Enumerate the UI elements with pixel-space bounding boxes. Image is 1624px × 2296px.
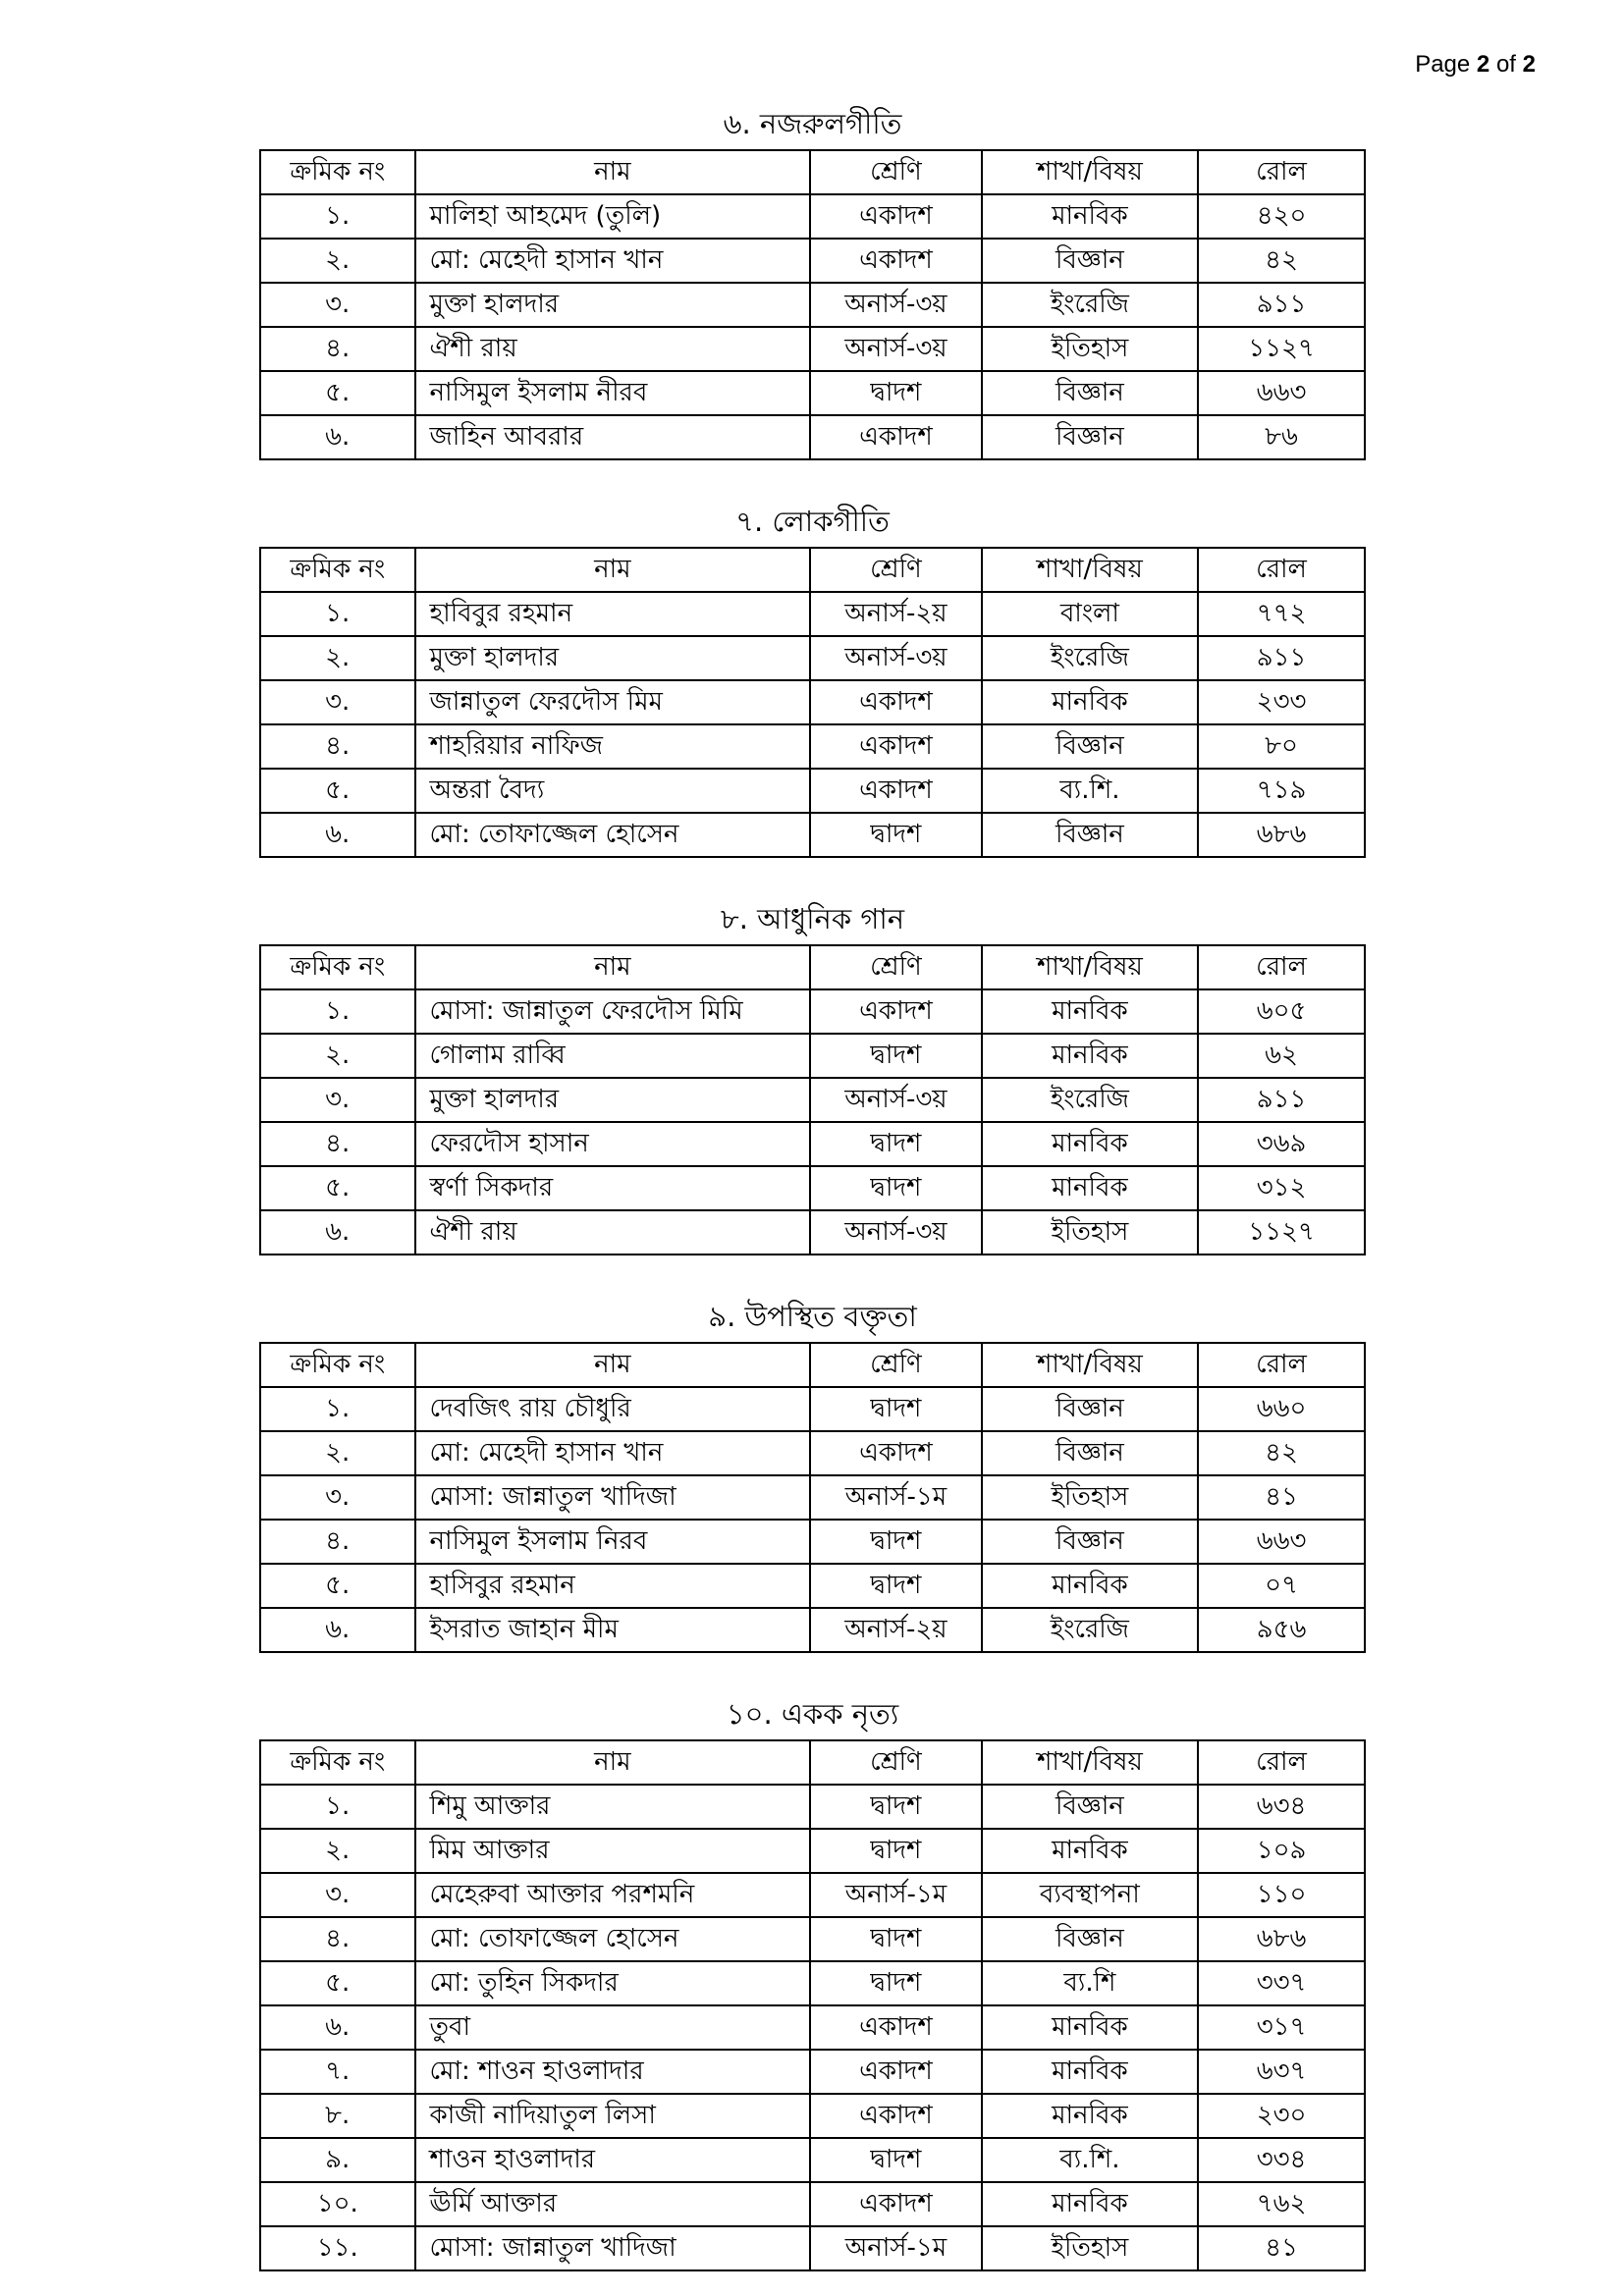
cell-serial: ৪.: [260, 1917, 415, 1961]
column-header-name: নাম: [415, 945, 811, 989]
table-row: [260, 283, 1365, 327]
cell-subject: মানবিক: [982, 1829, 1199, 1873]
cell-name: ঐশী রায়: [415, 1210, 811, 1255]
participants-table: [259, 547, 1366, 858]
column-header-serial-number: ক্রমিক নং: [260, 548, 415, 592]
cell-subject: মানবিক: [982, 989, 1199, 1034]
cell-subject: বিজ্ঞান: [982, 1387, 1199, 1431]
table-header-row: [260, 1343, 1365, 1387]
table-header-row: [260, 945, 1365, 989]
cell-subject: ব্য.শি.: [982, 2138, 1199, 2182]
cell-roll: ৪২: [1198, 1431, 1365, 1475]
column-header-roll: রোল: [1198, 1343, 1365, 1387]
cell-class: একাদশ: [810, 724, 981, 769]
cell-class: দ্বাদশ: [810, 1122, 981, 1166]
cell-name: মোসা: জান্নাতুল ফেরদৌস মিমি: [415, 989, 811, 1034]
column-header-branch-subject: শাখা/বিষয়: [982, 150, 1199, 194]
table-row: [260, 680, 1365, 724]
cell-roll: ৬৮৬: [1198, 1917, 1365, 1961]
cell-serial: ৩.: [260, 1873, 415, 1917]
column-header-serial-number: ক্রমিক নং: [260, 1343, 415, 1387]
cell-roll: ৪১: [1198, 1475, 1365, 1520]
column-header-roll: রোল: [1198, 1740, 1365, 1785]
cell-roll: ৬৮৬: [1198, 813, 1365, 857]
cell-class: দ্বাদশ: [810, 2138, 981, 2182]
cell-class: একাদশ: [810, 1431, 981, 1475]
cell-serial: ২.: [260, 1431, 415, 1475]
participants-table: [259, 149, 1366, 460]
cell-name: মেহেরুবা আক্তার পরশমনি: [415, 1873, 811, 1917]
cell-name: ফেরদৌস হাসান: [415, 1122, 811, 1166]
table-row: [260, 239, 1365, 283]
column-header-roll: রোল: [1198, 548, 1365, 592]
column-header-branch-subject: শাখা/বিষয়: [982, 1343, 1199, 1387]
table-row: [260, 1078, 1365, 1122]
cell-subject: বিজ্ঞান: [982, 1431, 1199, 1475]
cell-class: দ্বাদশ: [810, 1034, 981, 1078]
cell-serial: ৪.: [260, 1520, 415, 1564]
cell-subject: বিজ্ঞান: [982, 813, 1199, 857]
cell-subject: ইংরেজি: [982, 283, 1199, 327]
cell-roll: ৬০৫: [1198, 989, 1365, 1034]
cell-subject: মানবিক: [982, 1034, 1199, 1078]
cell-class: একাদশ: [810, 2050, 981, 2094]
cell-roll: ২৩৩: [1198, 680, 1365, 724]
cell-subject: বিজ্ঞান: [982, 371, 1199, 415]
table-row: [260, 1829, 1365, 1873]
table-row: [260, 1917, 1365, 1961]
cell-roll: ৪১: [1198, 2226, 1365, 2270]
cell-class: একাদশ: [810, 680, 981, 724]
cell-class: একাদশ: [810, 194, 981, 239]
sections-container: [259, 106, 1366, 2271]
cell-name: মো: তোফাজ্জেল হোসেন: [415, 813, 811, 857]
cell-class: অনার্স-৩য়: [810, 1078, 981, 1122]
table-header-row: [260, 548, 1365, 592]
cell-subject: ইংরেজি: [982, 636, 1199, 680]
cell-class: দ্বাদশ: [810, 1829, 981, 1873]
cell-class: একাদশ: [810, 239, 981, 283]
cell-roll: ৩১৭: [1198, 2005, 1365, 2050]
cell-serial: ১.: [260, 194, 415, 239]
cell-subject: ইতিহাস: [982, 1475, 1199, 1520]
cell-subject: ব্য.শি: [982, 1961, 1199, 2005]
cell-class: অনার্স-২য়: [810, 1608, 981, 1652]
cell-class: অনার্স-৩য়: [810, 327, 981, 371]
cell-roll: ৪২০: [1198, 194, 1365, 239]
cell-subject: ইতিহাস: [982, 2226, 1199, 2270]
cell-roll: ৯৫৬: [1198, 1608, 1365, 1652]
table-row: [260, 2182, 1365, 2226]
cell-name: জাহিন আবরার: [415, 415, 811, 459]
cell-roll: ১১২৭: [1198, 327, 1365, 371]
cell-roll: ০৭: [1198, 1564, 1365, 1608]
column-header-roll: রোল: [1198, 945, 1365, 989]
table-row: [260, 1166, 1365, 1210]
cell-class: অনার্স-২য়: [810, 592, 981, 636]
cell-class: অনার্স-৩য়: [810, 1210, 981, 1255]
cell-serial: ৫.: [260, 1166, 415, 1210]
cell-subject: মানবিক: [982, 2005, 1199, 2050]
table-row: [260, 1387, 1365, 1431]
cell-subject: মানবিক: [982, 2182, 1199, 2226]
cell-roll: ৯১১: [1198, 283, 1365, 327]
cell-name: ইসরাত জাহান মীম: [415, 1608, 811, 1652]
cell-serial: ৫.: [260, 1961, 415, 2005]
cell-serial: ৬.: [260, 813, 415, 857]
cell-roll: ১১০: [1198, 1873, 1365, 1917]
participants-table: [259, 1739, 1366, 2271]
cell-serial: ১.: [260, 592, 415, 636]
cell-serial: ২.: [260, 239, 415, 283]
cell-subject: বিজ্ঞান: [982, 1917, 1199, 1961]
table-row: [260, 1873, 1365, 1917]
cell-subject: মানবিক: [982, 1564, 1199, 1608]
cell-name: মো: শাওন হাওলাদার: [415, 2050, 811, 2094]
cell-subject: ইংরেজি: [982, 1608, 1199, 1652]
cell-roll: ৬৬০: [1198, 1387, 1365, 1431]
cell-subject: বিজ্ঞান: [982, 239, 1199, 283]
cell-serial: ১১.: [260, 2226, 415, 2270]
participants-table: [259, 1342, 1366, 1653]
cell-serial: ২.: [260, 1829, 415, 1873]
cell-subject: ব্যবস্থাপনা: [982, 1873, 1199, 1917]
cell-name: মো: তুহিন সিকদার: [415, 1961, 811, 2005]
cell-roll: ৬৩৪: [1198, 1785, 1365, 1829]
table-row: [260, 371, 1365, 415]
cell-class: একাদশ: [810, 2005, 981, 2050]
cell-class: অনার্স-১ম: [810, 1475, 981, 1520]
table-row: [260, 415, 1365, 459]
table-row: [260, 769, 1365, 813]
cell-serial: ৩.: [260, 680, 415, 724]
column-header-name: নাম: [415, 1343, 811, 1387]
cell-serial: ৫.: [260, 1564, 415, 1608]
cell-subject: মানবিক: [982, 1122, 1199, 1166]
cell-class: একাদশ: [810, 415, 981, 459]
cell-serial: ৬.: [260, 1608, 415, 1652]
table-row: [260, 2005, 1365, 2050]
cell-roll: ৬২: [1198, 1034, 1365, 1078]
column-header-class: শ্রেণি: [810, 945, 981, 989]
section-title: ৭. লোকগীতি: [735, 505, 890, 538]
cell-class: দ্বাদশ: [810, 1917, 981, 1961]
column-header-class: শ্রেণি: [810, 548, 981, 592]
cell-subject: বিজ্ঞান: [982, 1520, 1199, 1564]
column-header-branch-subject: শাখা/বিষয়: [982, 548, 1199, 592]
cell-serial: ৩.: [260, 1475, 415, 1520]
cell-subject: বাংলা: [982, 592, 1199, 636]
cell-name: মালিহা আহমেদ (তুলি): [415, 194, 811, 239]
cell-serial: ১০.: [260, 2182, 415, 2226]
column-header-class: শ্রেণি: [810, 150, 981, 194]
cell-serial: ৪.: [260, 327, 415, 371]
page-number: 2: [1476, 51, 1490, 78]
cell-class: দ্বাদশ: [810, 1520, 981, 1564]
table-row: [260, 194, 1365, 239]
table-row: [260, 2138, 1365, 2182]
cell-class: অনার্স-১ম: [810, 1873, 981, 1917]
cell-roll: ৬৬৩: [1198, 371, 1365, 415]
cell-serial: ১.: [260, 1387, 415, 1431]
competition-section: [259, 504, 1366, 858]
cell-name: নাসিমুল ইসলাম নিরব: [415, 1520, 811, 1564]
cell-serial: ৯.: [260, 2138, 415, 2182]
cell-subject: ইতিহাস: [982, 1210, 1199, 1255]
cell-roll: ৭৬২: [1198, 2182, 1365, 2226]
cell-name: হাসিবুর রহমান: [415, 1564, 811, 1608]
table-row: [260, 1034, 1365, 1078]
cell-roll: ৩৩৪: [1198, 2138, 1365, 2182]
section-title: ৮. আধুনিক গান: [720, 902, 905, 935]
cell-roll: ৬৩৭: [1198, 2050, 1365, 2094]
cell-class: অনার্স-১ম: [810, 2226, 981, 2270]
table-row: [260, 592, 1365, 636]
column-header-serial-number: ক্রমিক নং: [260, 150, 415, 194]
cell-serial: ৫.: [260, 769, 415, 813]
competition-section: [259, 901, 1366, 1255]
cell-serial: ১.: [260, 989, 415, 1034]
competition-section: [259, 1696, 1366, 2271]
cell-subject: মানবিক: [982, 1166, 1199, 1210]
table-row: [260, 1475, 1365, 1520]
table-row: [260, 1122, 1365, 1166]
cell-name: মোসা: জান্নাতুল খাদিজা: [415, 2226, 811, 2270]
cell-roll: ১১২৭: [1198, 1210, 1365, 1255]
cell-class: একাদশ: [810, 989, 981, 1034]
cell-roll: ৪২: [1198, 239, 1365, 283]
table-row: [260, 1431, 1365, 1475]
cell-name: মিম আক্তার: [415, 1829, 811, 1873]
cell-roll: ৭১৯: [1198, 769, 1365, 813]
column-header-roll: রোল: [1198, 150, 1365, 194]
cell-name: মোসা: জান্নাতুল খাদিজা: [415, 1475, 811, 1520]
cell-class: অনার্স-৩য়: [810, 283, 981, 327]
table-row: [260, 1961, 1365, 2005]
cell-subject: বিজ্ঞান: [982, 415, 1199, 459]
cell-roll: ২৩০: [1198, 2094, 1365, 2138]
column-header-class: শ্রেণি: [810, 1740, 981, 1785]
column-header-serial-number: ক্রমিক নং: [260, 945, 415, 989]
cell-name: মুক্তা হালদার: [415, 636, 811, 680]
cell-class: দ্বাদশ: [810, 1166, 981, 1210]
cell-serial: ৫.: [260, 371, 415, 415]
cell-name: নাসিমুল ইসলাম নীরব: [415, 371, 811, 415]
column-header-branch-subject: শাখা/বিষয়: [982, 1740, 1199, 1785]
cell-class: দ্বাদশ: [810, 813, 981, 857]
table-row: [260, 327, 1365, 371]
cell-serial: ৩.: [260, 1078, 415, 1122]
cell-name: জান্নাতুল ফেরদৌস মিম: [415, 680, 811, 724]
table-header-row: [260, 150, 1365, 194]
cell-class: দ্বাদশ: [810, 1961, 981, 2005]
cell-name: হাবিবুর রহমান: [415, 592, 811, 636]
cell-subject: ইংরেজি: [982, 1078, 1199, 1122]
cell-name: মুক্তা হালদার: [415, 283, 811, 327]
cell-name: মো: তোফাজ্জেল হোসেন: [415, 1917, 811, 1961]
table-row: [260, 1520, 1365, 1564]
cell-roll: ৩১২: [1198, 1166, 1365, 1210]
cell-name: কাজী নাদিয়াতুল লিসা: [415, 2094, 811, 2138]
table-row: [260, 724, 1365, 769]
cell-serial: ৮.: [260, 2094, 415, 2138]
table-row: [260, 1564, 1365, 1608]
cell-roll: ৯১১: [1198, 1078, 1365, 1122]
column-header-name: নাম: [415, 1740, 811, 1785]
cell-roll: ৮৬: [1198, 415, 1365, 459]
table-row: [260, 989, 1365, 1034]
table-row: [260, 636, 1365, 680]
table-row: [260, 813, 1365, 857]
cell-roll: ৯১১: [1198, 636, 1365, 680]
cell-roll: ৩৬৯: [1198, 1122, 1365, 1166]
cell-roll: ৩৩৭: [1198, 1961, 1365, 2005]
cell-name: ঊর্মি আক্তার: [415, 2182, 811, 2226]
participants-table: [259, 944, 1366, 1255]
section-title: ৯. উপস্থিত বক্তৃতা: [708, 1300, 917, 1333]
table-row: [260, 1210, 1365, 1255]
cell-subject: ব্য.শি.: [982, 769, 1199, 813]
cell-subject: ইতিহাস: [982, 327, 1199, 371]
cell-class: দ্বাদশ: [810, 1387, 981, 1431]
column-header-serial-number: ক্রমিক নং: [260, 1740, 415, 1785]
cell-subject: বিজ্ঞান: [982, 1785, 1199, 1829]
page-label-middle: of: [1489, 51, 1523, 78]
cell-serial: ২.: [260, 1034, 415, 1078]
column-header-name: নাম: [415, 150, 811, 194]
cell-name: মো: মেহেদী হাসান খান: [415, 1431, 811, 1475]
column-header-name: নাম: [415, 548, 811, 592]
cell-serial: ৩.: [260, 283, 415, 327]
cell-class: অনার্স-৩য়: [810, 636, 981, 680]
section-title: ৬. নজরুলগীতি: [723, 107, 902, 140]
table-header-row: [260, 1740, 1365, 1785]
cell-class: একাদশ: [810, 769, 981, 813]
competition-section: [259, 106, 1366, 460]
cell-roll: ৮০: [1198, 724, 1365, 769]
cell-serial: ৬.: [260, 2005, 415, 2050]
cell-serial: ৪.: [260, 724, 415, 769]
cell-serial: ৭.: [260, 2050, 415, 2094]
cell-class: একাদশ: [810, 2094, 981, 2138]
table-row: [260, 2226, 1365, 2270]
cell-roll: ৭৭২: [1198, 592, 1365, 636]
page-number-indicator: [1415, 51, 1536, 79]
cell-serial: ৬.: [260, 415, 415, 459]
cell-name: মো: মেহেদী হাসান খান: [415, 239, 811, 283]
column-header-branch-subject: শাখা/বিষয়: [982, 945, 1199, 989]
cell-name: মুক্তা হালদার: [415, 1078, 811, 1122]
cell-name: শাওন হাওলাদার: [415, 2138, 811, 2182]
competition-section: [259, 1299, 1366, 1653]
cell-subject: মানবিক: [982, 2094, 1199, 2138]
table-row: [260, 2094, 1365, 2138]
cell-roll: ৬৬৩: [1198, 1520, 1365, 1564]
cell-name: ঐশী রায়: [415, 327, 811, 371]
cell-class: দ্বাদশ: [810, 371, 981, 415]
table-row: [260, 1785, 1365, 1829]
table-row: [260, 1608, 1365, 1652]
cell-name: শিমু আক্তার: [415, 1785, 811, 1829]
cell-class: দ্বাদশ: [810, 1785, 981, 1829]
cell-name: অন্তরা বৈদ্য: [415, 769, 811, 813]
cell-name: স্বর্ণা সিকদার: [415, 1166, 811, 1210]
cell-class: দ্বাদশ: [810, 1564, 981, 1608]
cell-name: তুবা: [415, 2005, 811, 2050]
cell-name: গোলাম রাব্বি: [415, 1034, 811, 1078]
cell-roll: ১০৯: [1198, 1829, 1365, 1873]
cell-serial: ১.: [260, 1785, 415, 1829]
cell-subject: মানবিক: [982, 2050, 1199, 2094]
table-row: [260, 2050, 1365, 2094]
cell-subject: মানবিক: [982, 680, 1199, 724]
cell-name: শাহরিয়ার নাফিজ: [415, 724, 811, 769]
section-title: ১০. একক নৃত্য: [726, 1697, 899, 1731]
page-label-prefix: Page: [1415, 51, 1477, 78]
cell-class: একাদশ: [810, 2182, 981, 2226]
cell-subject: বিজ্ঞান: [982, 724, 1199, 769]
column-header-class: শ্রেণি: [810, 1343, 981, 1387]
page-total: 2: [1522, 51, 1536, 78]
cell-serial: ৬.: [260, 1210, 415, 1255]
cell-serial: ২.: [260, 636, 415, 680]
cell-serial: ৪.: [260, 1122, 415, 1166]
cell-name: দেবজিৎ রায় চৌধুরি: [415, 1387, 811, 1431]
cell-subject: মানবিক: [982, 194, 1199, 239]
